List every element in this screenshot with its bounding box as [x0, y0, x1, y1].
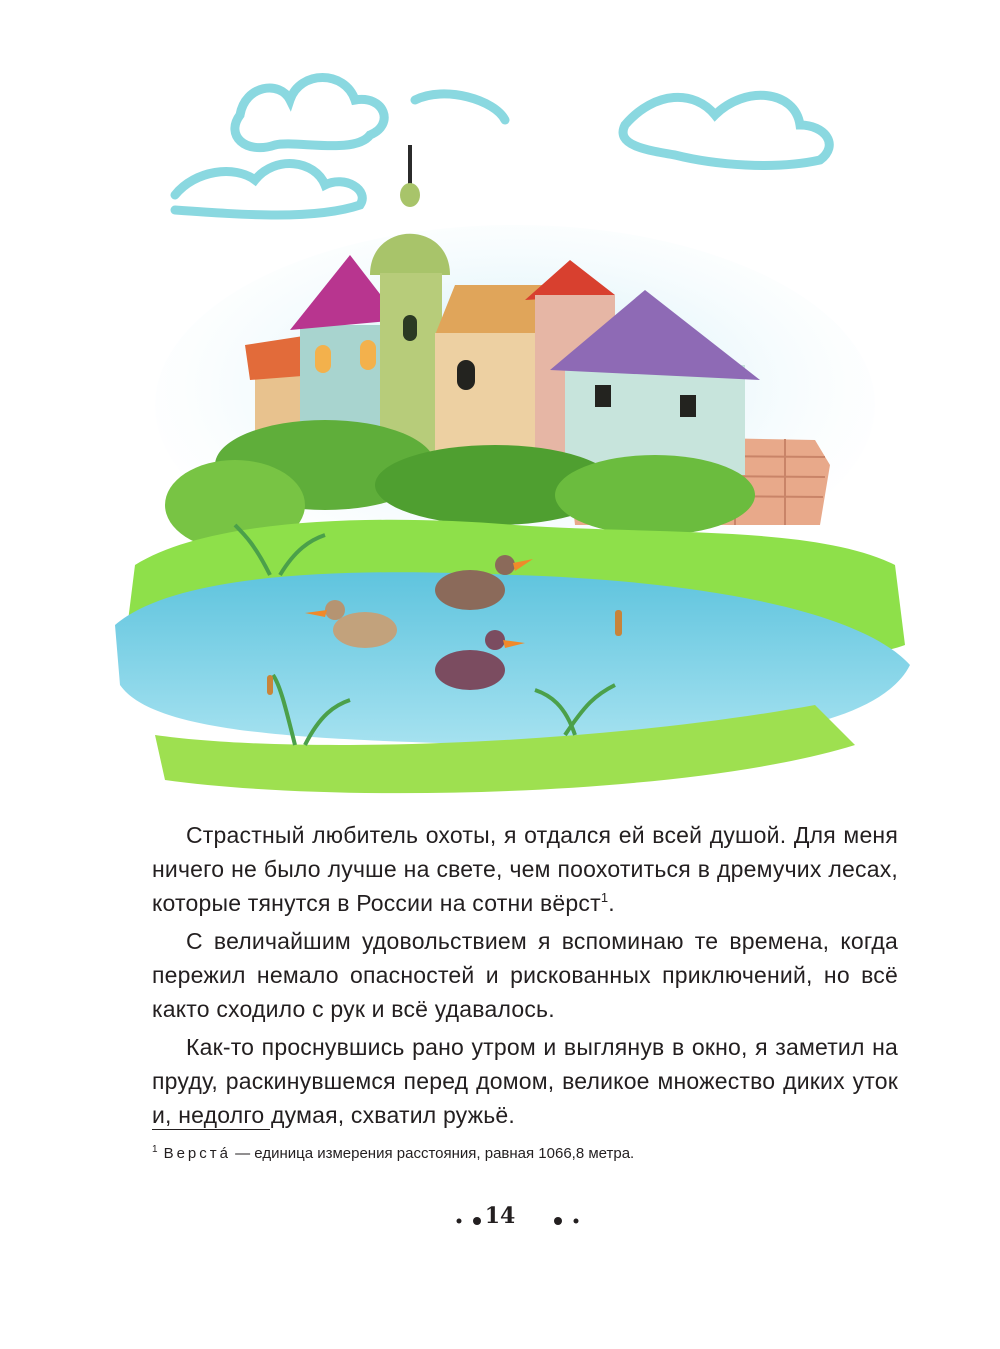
paragraph — [152, 818, 898, 920]
footnote-divider — [152, 1129, 270, 1130]
clouds — [175, 78, 829, 216]
footnote-mark: 1 — [152, 1144, 158, 1155]
paragraph — [152, 924, 898, 1026]
right-dots-ornament — [552, 1216, 582, 1226]
paragraph-text: Как-то проснувшись рано утром и выглянув в окно, я заметил на пруду, раскинувшемся перед домом, великое множество диких уток и, недолго думая, схватил ружьё. — [152, 1034, 898, 1128]
footnote-definition: — единица измерения расстояния, равная 1066,8 метра. — [230, 1145, 635, 1162]
paragraph-text: С величайшим удовольствием я вспоминаю те времена, когда пережил немало опасностей и рискованных приключений, но всё както сходило с рук и всё удавалось. — [152, 928, 898, 1022]
page-number-block — [400, 1200, 600, 1232]
page-number: 14 — [484, 1203, 516, 1229]
footnote — [152, 1140, 634, 1164]
castle-pond-illustration — [95, 45, 925, 805]
footnote-term: Верстá — [163, 1145, 231, 1162]
paragraph — [152, 1030, 898, 1132]
paragraph-text: Страстный любитель охоты, я отдался ей всей душой. Для меня ничего не было лучше на свете, чем поохотиться в дремучих лесах, которые тянутся в России на сотни вёрст — [152, 822, 898, 916]
paragraph-tail: . — [608, 890, 615, 916]
footnote-reference: 1 — [600, 890, 609, 905]
body-text — [152, 818, 898, 1136]
